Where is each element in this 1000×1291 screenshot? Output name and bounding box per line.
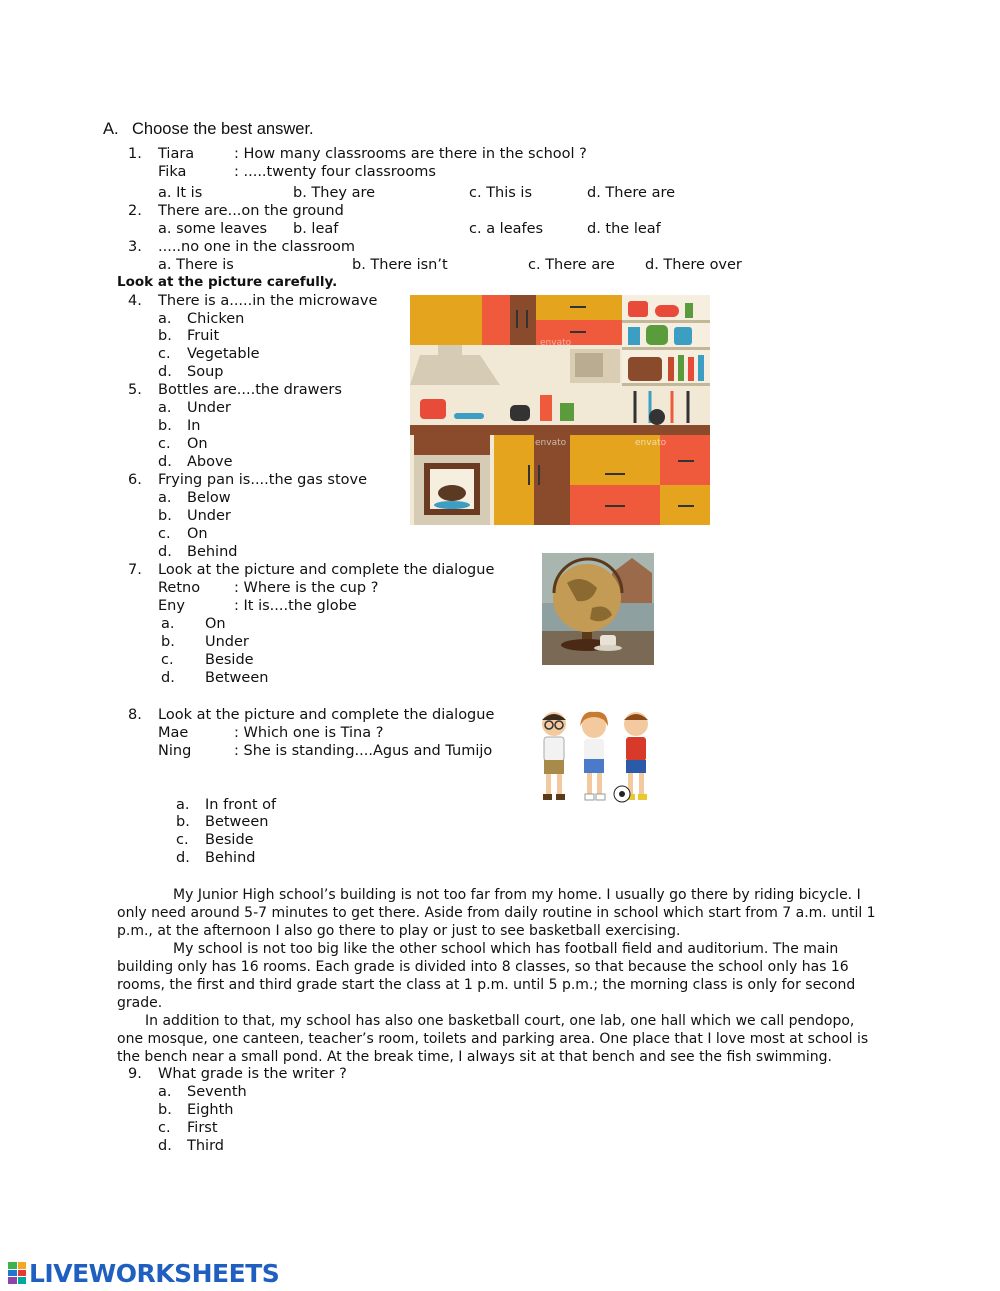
option-letter: c. [158, 346, 171, 362]
children-illustration [532, 708, 664, 806]
option-letter: d. [176, 850, 190, 866]
watermark: envato [635, 438, 667, 448]
option-a[interactable]: Seventh [187, 1084, 247, 1100]
option-d[interactable]: Third [187, 1138, 224, 1154]
option-b[interactable]: Fruit [187, 328, 220, 344]
option-d[interactable]: Above [187, 454, 233, 470]
option-b[interactable]: b. They are [293, 185, 376, 201]
question-text: Frying pan is....the gas stove [158, 472, 368, 488]
option-letter: b. [158, 508, 172, 524]
speaker-name: Tiara [158, 146, 195, 162]
option-letter: b. [176, 814, 190, 830]
watermark: envato [535, 438, 567, 448]
question-text: There is a.....in the microwave [158, 293, 378, 309]
globe-photo [542, 553, 654, 665]
option-c[interactable]: On [187, 436, 208, 452]
logo-text: LIVEWORKSHEETS [29, 1258, 280, 1288]
question-number: 1. [128, 146, 142, 162]
option-letter: a. [158, 490, 172, 506]
question-text: Look at the picture and complete the dialogue [158, 562, 495, 578]
section-title: Choose the best answer. [132, 120, 314, 138]
question-text: Bottles are....the drawers [158, 382, 342, 398]
dialogue-line: : Which one is Tina ? [234, 725, 384, 741]
option-b[interactable]: b. leaf [293, 221, 339, 237]
option-letter: a. [176, 797, 190, 813]
option-b[interactable]: b. There isn’t [352, 257, 448, 273]
question-number: 2. [128, 203, 142, 219]
dialogue-line: : Where is the cup ? [234, 580, 379, 596]
option-letter: c. [158, 526, 171, 542]
option-b[interactable]: Eighth [187, 1102, 234, 1118]
speaker-name: Retno [158, 580, 201, 596]
option-c[interactable]: c. This is [469, 185, 533, 201]
option-a[interactable]: a. It is [158, 185, 203, 201]
option-c[interactable]: c. a leafes [469, 221, 544, 237]
option-d[interactable]: Soup [187, 364, 224, 380]
option-c[interactable]: Beside [205, 832, 254, 848]
option-a[interactable]: Chicken [187, 311, 245, 327]
option-letter: d. [158, 364, 172, 380]
option-letter: b. [158, 1102, 172, 1118]
question-text: There are...on the ground [158, 203, 344, 219]
dialogue-line: : .....twenty four classrooms [234, 164, 436, 180]
option-d[interactable]: d. the leaf [587, 221, 661, 237]
option-letter: b. [158, 328, 172, 344]
question-text: What grade is the writer ? [158, 1066, 347, 1082]
option-letter: a. [158, 311, 172, 327]
option-d[interactable]: Behind [187, 544, 238, 560]
option-d[interactable]: Between [205, 670, 269, 686]
liveworksheets-logo[interactable] [8, 1260, 279, 1286]
question-text: Look at the picture and complete the dialogue [158, 707, 495, 723]
question-number: 8. [128, 707, 142, 723]
section-letter: A. [103, 120, 119, 138]
option-letter: c. [176, 832, 189, 848]
passage-paragraph: In addition to that, my school has also one basketball court, one lab, one hall which we call pendopo, one mosque, one canteen, teacher’s room, toilets and parking area. One place that I love most at school is the bench near a small pond. At the break time, I always sit at that bench and see the fish swimming. [117, 1013, 869, 1065]
speaker-name: Ning [158, 743, 192, 759]
kitchen-illustration [410, 295, 710, 525]
option-a[interactable]: a. some leaves [158, 221, 268, 237]
logo-badge-icon [8, 1262, 26, 1284]
option-letter: a. [161, 616, 175, 632]
dialogue-line: : How many classrooms are there in the school ? [234, 146, 587, 162]
question-number: 6. [128, 472, 142, 488]
dialogue-line: : It is....the globe [234, 598, 357, 614]
question-number: 4. [128, 293, 142, 309]
option-letter: c. [161, 652, 174, 668]
option-a[interactable]: Under [187, 400, 231, 416]
option-b[interactable]: Under [187, 508, 231, 524]
option-d[interactable]: Behind [205, 850, 256, 866]
option-b[interactable]: In [187, 418, 201, 434]
question-text: .....no one in the classroom [158, 239, 356, 255]
option-letter: a. [158, 1084, 172, 1100]
option-b[interactable]: Between [205, 814, 269, 830]
option-letter: c. [158, 436, 171, 452]
dialogue-line: : She is standing....Agus and Tumijo [234, 743, 493, 759]
option-c[interactable]: c. There are [528, 257, 615, 273]
option-a[interactable]: On [205, 616, 226, 632]
speaker-name: Eny [158, 598, 185, 614]
option-a[interactable]: In front of [205, 797, 277, 813]
option-a[interactable]: a. There is [158, 257, 234, 273]
option-c[interactable]: Beside [205, 652, 254, 668]
option-c[interactable]: Vegetable [187, 346, 260, 362]
option-a[interactable]: Below [187, 490, 231, 506]
passage-paragraph: My school is not too big like the other school which has football field and auditorium. The main building only has 16 rooms. Each grade is divided into 8 classes, so that because the school only has 16 rooms, the first and third grade start the class at 1 p.m. until 5 p.m.; the morning class is only for second grade. [117, 941, 856, 1011]
option-c[interactable]: On [187, 526, 208, 542]
watermark: envato [540, 338, 572, 348]
option-d[interactable]: d. There over [645, 257, 742, 273]
passage-paragraph: My Junior High school’s building is not too far from my home. I usually go there by riding bicycle. I only need around 5-7 minutes to get there. Aside from daily routine in school which start from 7 a.m. until 1 p.m., at the afternoon I also go there to play or just to see basketball exercising. [117, 887, 876, 939]
option-letter: d. [158, 454, 172, 470]
instruction-look: Look at the picture carefully. [117, 274, 338, 290]
option-letter: c. [158, 1120, 171, 1136]
option-letter: d. [161, 670, 175, 686]
question-number: 5. [128, 382, 142, 398]
option-c[interactable]: First [187, 1120, 218, 1136]
question-number: 3. [128, 239, 142, 255]
speaker-name: Fika [158, 164, 187, 180]
option-letter: a. [158, 400, 172, 416]
option-b[interactable]: Under [205, 634, 249, 650]
question-number: 9. [128, 1066, 142, 1082]
option-letter: b. [161, 634, 175, 650]
option-letter: b. [158, 418, 172, 434]
option-letter: d. [158, 544, 172, 560]
speaker-name: Mae [158, 725, 189, 741]
question-number: 7. [128, 562, 142, 578]
option-letter: d. [158, 1138, 172, 1154]
option-d[interactable]: d. There are [587, 185, 676, 201]
